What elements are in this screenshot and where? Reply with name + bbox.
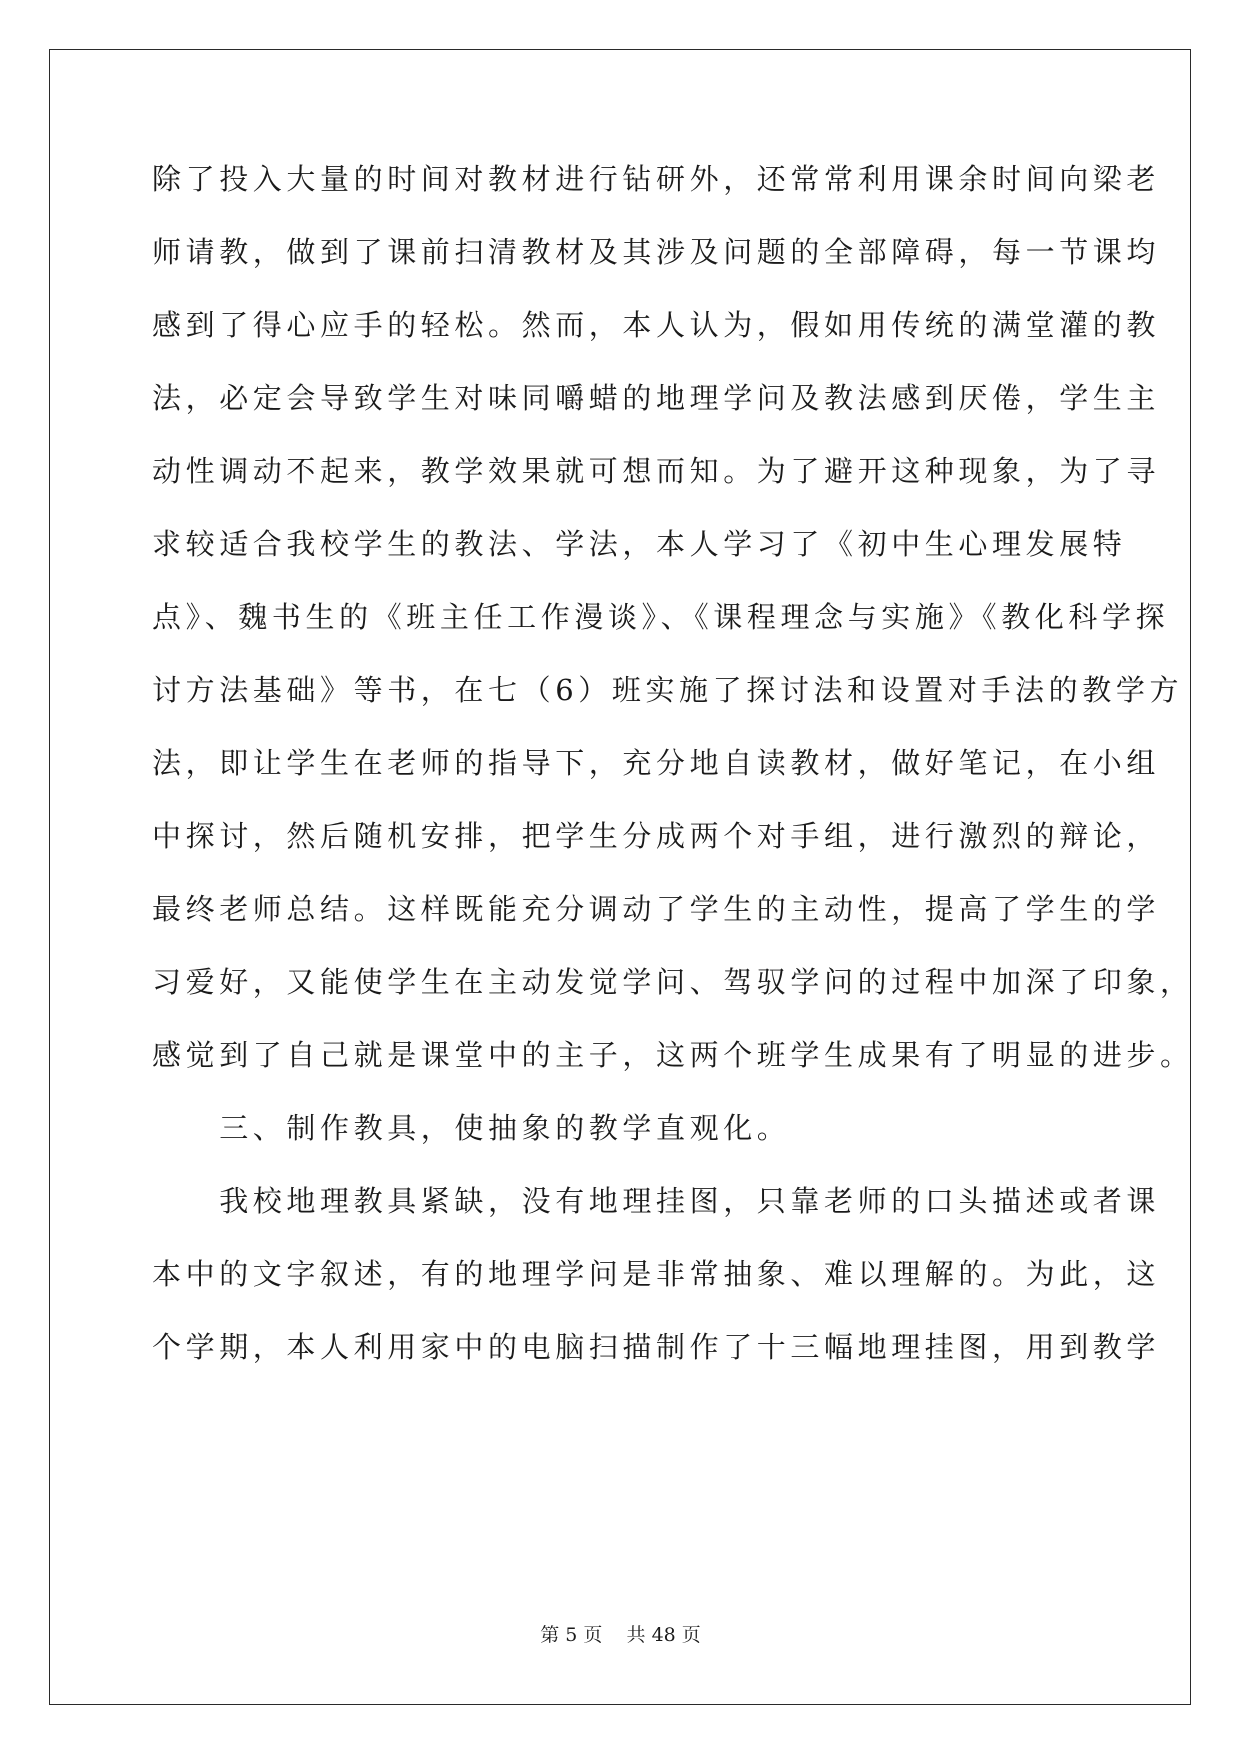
page-number-footer: 第 5 页 共 48 页 [540,1624,701,1646]
text-line: 除了投入大量的时间对教材进行钻研外，还常常利用课余时间向梁老 [152,162,1161,196]
text-line: 感到了得心应手的轻松。然而，本人认为，假如用传统的满堂灌的教 [152,308,1161,342]
text-line: 师请教，做到了课前扫清教材及其涉及问题的全部障碍，每一节课均 [152,235,1161,269]
text-line: 讨方法基础》等书，在七（6）班实施了探讨法和设置对手法的教学方 [152,673,1184,707]
text-line: 中探讨，然后随机安排，把学生分成两个对手组，进行激烈的辩论， [152,819,1161,853]
text-line: 求较适合我校学生的教法、学法，本人学习了《初中生心理发展特 [152,527,1127,561]
text-line: 法，必定会导致学生对味同嚼蜡的地理学问及教法感到厌倦，学生主 [152,381,1161,415]
section-heading: 三、制作教具，使抽象的教学直观化。 [152,1111,791,1145]
text-line: 法，即让学生在老师的指导下，充分地自读教材，做好笔记，在小组 [152,746,1161,780]
page-border [49,49,1191,1705]
text-line: 感觉到了自己就是课堂中的主子，这两个班学生成果有了明显的进步。 [152,1038,1194,1072]
text-line: 习爱好，又能使学生在主动发觉学问、驾驭学问的过程中加深了印象， [152,965,1194,999]
text-line: 个学期，本人利用家中的电脑扫描制作了十三幅地理挂图，用到教学 [152,1330,1161,1364]
text-line: 本中的文字叙述，有的地理学问是非常抽象、难以理解的。为此，这 [152,1257,1161,1291]
text-line: 我校地理教具紧缺，没有地理挂图，只靠老师的口头描述或者课 [152,1184,1161,1218]
text-line: 动性调动不起来，教学效果就可想而知。为了避开这种现象，为了寻 [152,454,1161,488]
text-line: 点》、魏书生的《班主任工作漫谈》、《课程理念与实施》《教化科学探 [152,600,1170,634]
text-line: 最终老师总结。这样既能充分调动了学生的主动性，提高了学生的学 [152,892,1161,926]
